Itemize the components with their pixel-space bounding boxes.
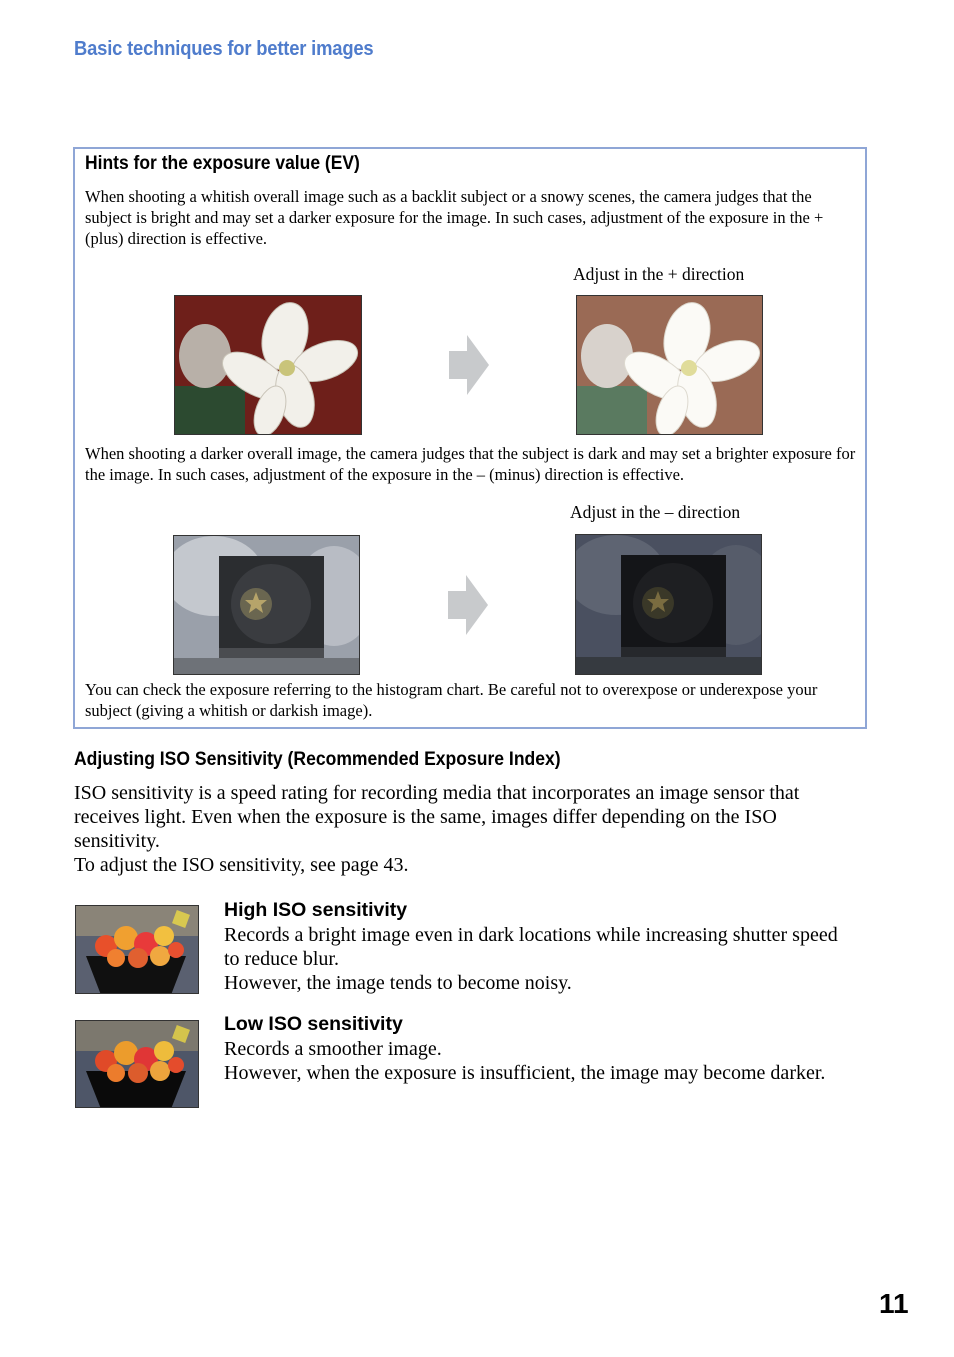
low-iso-description: [224, 1037, 884, 1085]
flowers-photo-low-iso: [75, 1020, 199, 1108]
arrow-right-icon: [447, 335, 491, 395]
page-number: 11: [879, 1288, 909, 1319]
hints-title: Hints for the exposure value (EV): [85, 153, 360, 174]
high-iso-description: [224, 923, 854, 995]
low-iso-line: Records a smoother image.: [224, 1038, 442, 1060]
section-header: Basic techniques for better images: [74, 38, 374, 60]
lily-photo-before: [174, 295, 362, 435]
high-iso-title: High ISO sensitivity: [224, 899, 408, 921]
arrow-right-icon: [446, 575, 490, 635]
flowers-photo-high-iso: [75, 905, 199, 994]
high-iso-line: Records a bright image even in dark locations while increasing shutter speed to reduce blur.: [224, 924, 838, 970]
hints-para-histogram: You can check the exposure referring to the histogram chart. Be careful not to overexpose or underexpose your subject (giving a whitish or darkish image).: [85, 680, 818, 720]
train-photo-before: [173, 535, 360, 675]
iso-intro-line: ISO sensitivity is a speed rating for recording media that incorporates an image sensor that receives light. Even when the exposure is the same, images differ depending on the ISO sensitivity.: [74, 782, 800, 852]
high-iso-line: However, the image tends to become noisy.: [224, 972, 572, 994]
low-iso-line: However, when the exposure is insufficient, the image may become darker.: [224, 1062, 826, 1084]
hints-para-bright: When shooting a whitish overall image such as a backlit subject or a snowy scenes, the camera judges that the subject is bright and may set a darker exposure for the image. In such cases, adjustment of the exposure in the + (plus) direction is effective.: [85, 187, 824, 248]
caption-minus-direction: Adjust in the – direction: [570, 502, 741, 522]
train-photo-after: [575, 534, 762, 675]
iso-intro-line: To adjust the ISO sensitivity, see page 43.: [74, 854, 409, 876]
low-iso-title: Low ISO sensitivity: [224, 1013, 403, 1035]
caption-plus-direction: Adjust in the + direction: [573, 264, 745, 284]
iso-intro: [74, 781, 854, 877]
lily-photo-after: [576, 295, 763, 435]
iso-section-title: Adjusting ISO Sensitivity (Recommended Exposure Index): [74, 748, 561, 770]
hints-para-dark: When shooting a darker overall image, the camera judges that the subject is dark and may set a brighter exposure for the image. In such cases, adjustment of the exposure in the – (minus) direction is effective.: [85, 444, 856, 484]
